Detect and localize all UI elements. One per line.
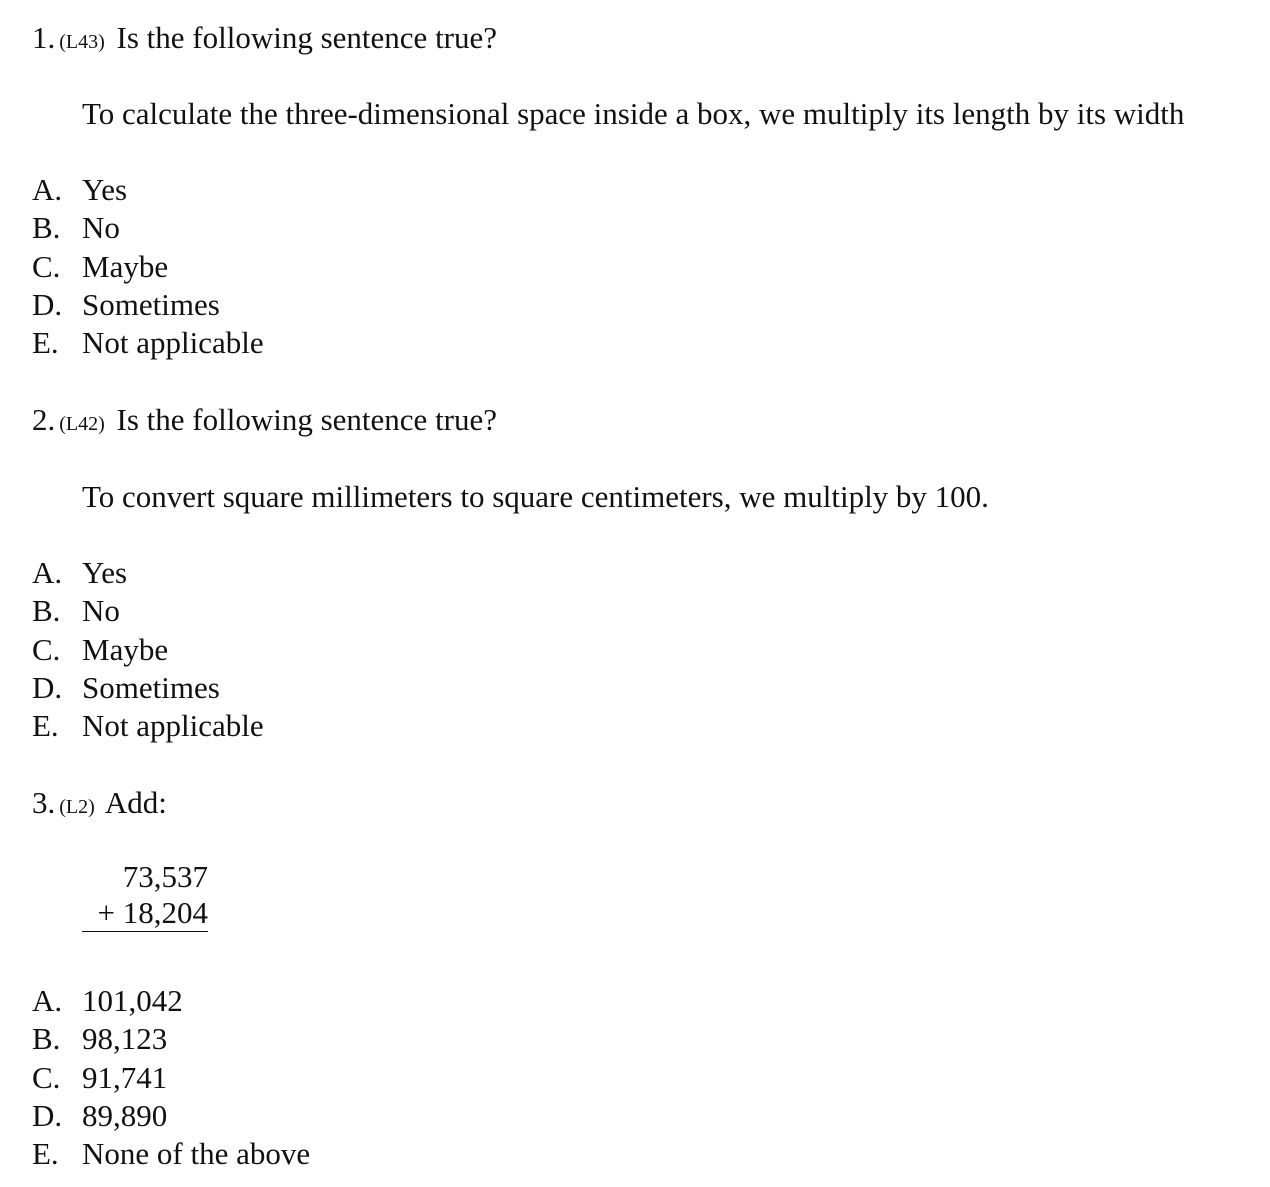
lesson-reference: (L43) — [59, 31, 105, 53]
choice-letter: E. — [32, 325, 59, 361]
choice-letter: A. — [32, 172, 63, 207]
answer-choice-e[interactable] — [32, 708, 264, 746]
choice-letter: B. — [32, 210, 61, 246]
choice-text: No — [82, 593, 120, 629]
answer-choice-a[interactable] — [32, 555, 264, 593]
choice-letter: D. — [32, 669, 63, 705]
answer-choice-c[interactable] — [32, 632, 264, 670]
answer-choice-d[interactable] — [32, 287, 264, 325]
choice-letter: A. — [32, 555, 63, 590]
answer-choice-b[interactable] — [32, 210, 264, 248]
choice-text: Sometimes — [82, 286, 220, 322]
choice-letter: B. — [32, 593, 61, 629]
question-number: 3. — [32, 785, 56, 820]
addend-bottom: + 18,204 — [82, 895, 208, 932]
choice-text: Maybe — [82, 248, 169, 284]
question-3 — [32, 785, 1270, 1172]
lesson-reference: (L2) — [59, 796, 95, 818]
answer-choice-c[interactable] — [32, 249, 264, 287]
question-prompt: Is the following sentence true? — [116, 20, 498, 55]
addition-problem — [82, 859, 208, 932]
answer-choice-a[interactable] — [32, 172, 264, 210]
question-prompt: Add: — [104, 785, 167, 820]
choice-letter: C. — [32, 1059, 61, 1095]
answer-choice-b[interactable] — [32, 1021, 310, 1059]
choice-text: No — [82, 210, 120, 246]
answer-choice-c[interactable] — [32, 1060, 310, 1098]
choice-text: 101,042 — [82, 983, 183, 1018]
choice-text: 98,123 — [82, 1021, 168, 1057]
answer-choices — [32, 172, 264, 363]
answer-choices — [32, 555, 264, 746]
choice-text: Yes — [82, 555, 128, 590]
addend-top: 73,537 — [122, 859, 208, 894]
answer-choice-e[interactable] — [32, 1136, 310, 1174]
question-header — [32, 20, 1270, 60]
answer-choice-b[interactable] — [32, 593, 264, 631]
choice-text: Yes — [82, 172, 128, 207]
choice-text: Not applicable — [82, 325, 264, 361]
choice-text: Sometimes — [82, 669, 220, 705]
choice-text: 91,741 — [82, 1059, 168, 1095]
question-2 — [32, 402, 1270, 744]
choice-letter: C. — [32, 631, 61, 667]
answer-choices — [32, 983, 310, 1174]
question-number: 2. — [32, 402, 56, 437]
question-1 — [32, 20, 1270, 361]
question-header — [32, 785, 1270, 825]
choice-text: None of the above — [82, 1136, 311, 1172]
choice-text: 89,890 — [82, 1097, 168, 1133]
answer-choice-d[interactable] — [32, 1098, 310, 1136]
question-statement: To calculate the three-dimensional space inside a box, we multiply its length by its width — [82, 96, 1185, 131]
choice-letter: D. — [32, 286, 63, 322]
choice-letter: B. — [32, 1021, 61, 1057]
question-statement: To convert square millimeters to square centimeters, we multiply by 100. — [82, 479, 989, 514]
choice-text: Maybe — [82, 631, 169, 667]
answer-choice-e[interactable] — [32, 325, 264, 363]
question-number: 1. — [32, 20, 56, 55]
lesson-reference: (L42) — [59, 413, 105, 435]
answer-choice-d[interactable] — [32, 670, 264, 708]
choice-letter: D. — [32, 1097, 63, 1133]
question-header — [32, 402, 1270, 442]
choice-letter: E. — [32, 1136, 59, 1172]
choice-text: Not applicable — [82, 708, 264, 744]
answer-choice-a[interactable] — [32, 983, 310, 1021]
choice-letter: E. — [32, 708, 59, 744]
choice-letter: C. — [32, 248, 61, 284]
choice-letter: A. — [32, 983, 63, 1018]
question-prompt: Is the following sentence true? — [116, 402, 498, 437]
